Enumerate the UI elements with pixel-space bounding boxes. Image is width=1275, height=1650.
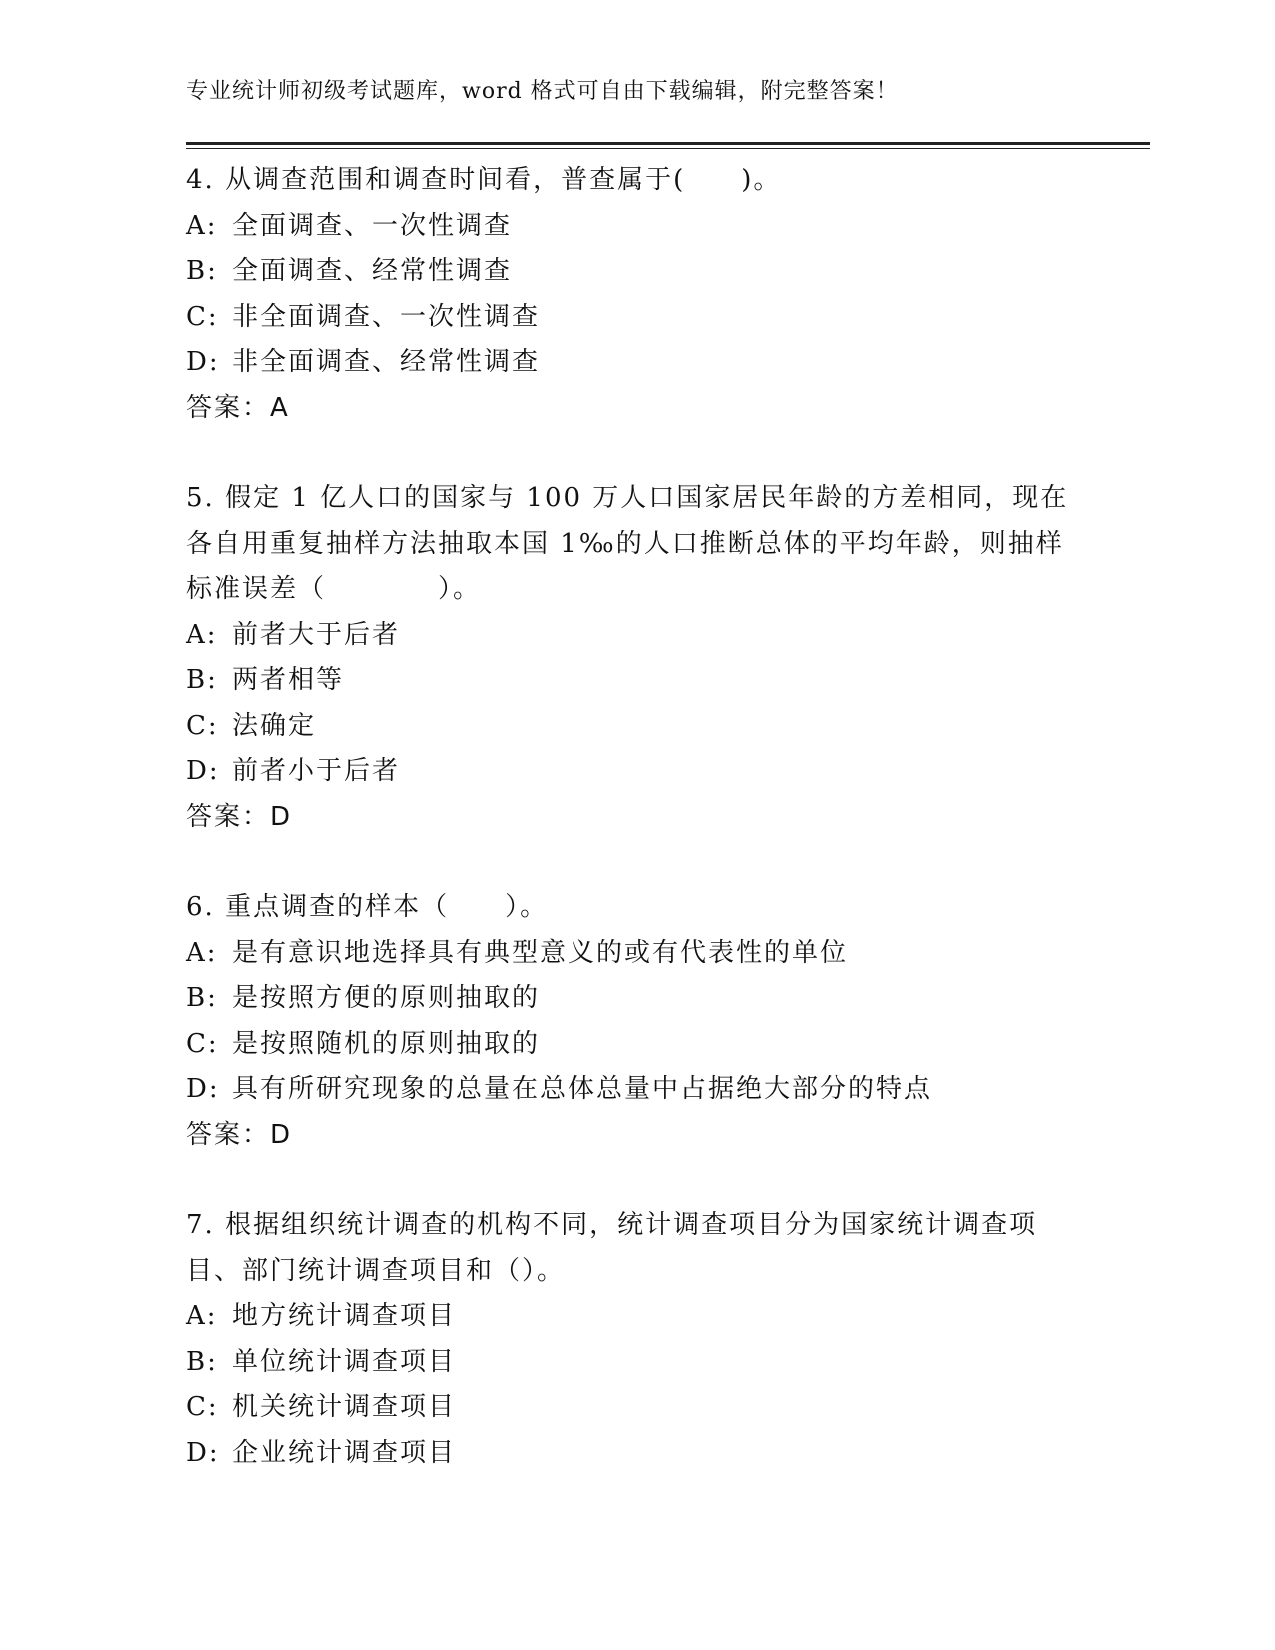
question-7 <box>186 1203 1086 1476</box>
option-key: D: <box>186 756 220 786</box>
option-d <box>186 340 1086 386</box>
option-text: 单位统计调查项目 <box>232 1346 457 1377</box>
option-text: 是按照随机的原则抽取的 <box>232 1028 541 1059</box>
answer-line <box>186 1113 1086 1159</box>
option-text: 地方统计调查项目 <box>232 1301 457 1331</box>
answer-line <box>186 386 1086 432</box>
option-key: C: <box>186 301 219 332</box>
answer-line <box>186 795 1086 841</box>
option-key: D: <box>186 347 220 377</box>
answer-label: 答案： <box>186 1119 271 1150</box>
question-stem: 7. 根据组织统计调查的机构不同，统计调查项目分为国家统计调查项 目、部门统计调查项目和（）。 <box>186 1210 1038 1286</box>
question-4 <box>186 158 1086 431</box>
answer-label: 答案： <box>186 392 271 423</box>
answer-value: D <box>270 1119 293 1150</box>
page-header: 专业统计师初级考试题库，word 格式可自由下载编辑，附完整答案！ <box>186 79 899 104</box>
question-stem: 6. 重点调查的样本（ ）。 <box>186 892 549 922</box>
question-stem: 4. 从调查范围和调查时间看，普查属于( )。 <box>186 165 782 195</box>
option-c <box>186 704 1086 750</box>
option-text: 两者相等 <box>232 665 345 695</box>
option-d <box>186 1067 1086 1113</box>
option-text: 是按照方便的原则抽取的 <box>232 983 541 1013</box>
option-key: A: <box>186 937 218 968</box>
option-a <box>186 1294 1086 1340</box>
option-c <box>186 295 1086 341</box>
option-key: C: <box>186 710 219 741</box>
option-key: A: <box>186 619 218 650</box>
option-text: 前者小于后者 <box>232 756 401 786</box>
option-b <box>186 249 1086 295</box>
option-a <box>186 931 1086 977</box>
option-text: 前者大于后者 <box>232 619 401 650</box>
option-text: 全面调查、一次性调查 <box>232 210 513 241</box>
question-6 <box>186 885 1086 1158</box>
option-key: C: <box>186 1028 219 1059</box>
option-key: A: <box>186 1301 218 1331</box>
option-b <box>186 1340 1086 1386</box>
option-a <box>186 613 1086 659</box>
option-c <box>186 1022 1086 1068</box>
option-key: B: <box>186 1346 218 1377</box>
option-text: 全面调查、经常性调查 <box>232 256 513 286</box>
option-b <box>186 976 1086 1022</box>
question-5 <box>186 476 1086 840</box>
option-key: D: <box>186 1074 220 1104</box>
option-key: B: <box>186 983 218 1013</box>
option-d <box>186 1431 1086 1477</box>
option-key: B: <box>186 665 218 695</box>
option-text: 非全面调查、经常性调查 <box>232 347 541 377</box>
option-text: 具有所研究现象的总量在总体总量中占据绝大部分的特点 <box>232 1074 933 1104</box>
option-text: 非全面调查、一次性调查 <box>232 301 541 332</box>
header-divider <box>186 142 1150 149</box>
answer-label: 答案： <box>186 801 271 832</box>
option-key: D: <box>186 1437 220 1468</box>
option-key: C: <box>186 1392 219 1422</box>
option-text: 是有意识地选择具有典型意义的或有代表性的单位 <box>232 937 849 968</box>
question-list <box>186 158 1086 1521</box>
question-stem: 5. 假定 1 亿人口的国家与 100 万人口国家居民年龄的方差相同，现在 各自用重复抽样方法抽取本国 1‰的人口推断总体的平均年龄，则抽样 标准误差（ ）。 <box>186 483 1069 604</box>
option-text: 企业统计调查项目 <box>232 1437 457 1468</box>
option-text: 法确定 <box>232 710 317 741</box>
option-b <box>186 658 1086 704</box>
option-key: A: <box>186 210 218 241</box>
option-c <box>186 1385 1086 1431</box>
answer-value: A <box>270 392 290 423</box>
option-a <box>186 204 1086 250</box>
option-text: 机关统计调查项目 <box>232 1392 457 1422</box>
answer-value: D <box>270 801 293 832</box>
option-d <box>186 749 1086 795</box>
option-key: B: <box>186 256 218 286</box>
